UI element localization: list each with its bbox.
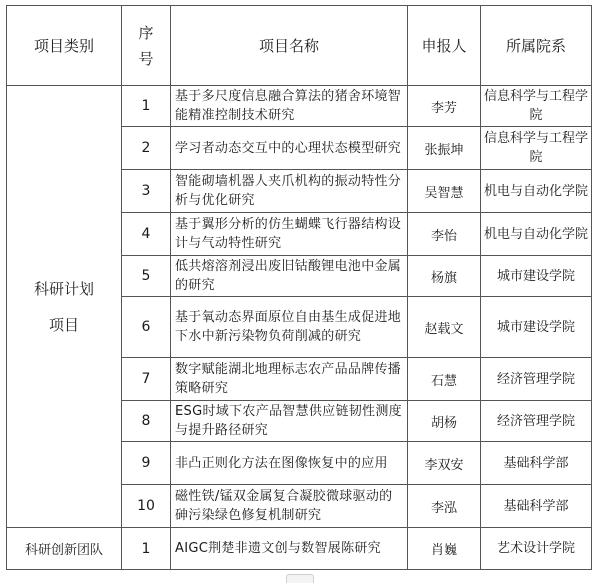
row-number: 6 (122, 297, 171, 358)
header-number-line1: 序 (138, 23, 154, 42)
row-number: 10 (122, 485, 171, 528)
row-number: 2 (122, 127, 171, 170)
applicant-name: 李怡 (408, 213, 481, 256)
row-number: 1 (122, 86, 171, 127)
department-name: 经济管理学院 (481, 358, 592, 401)
applicant-name: 李芳 (408, 86, 481, 127)
department-name: 城市建设学院 (481, 297, 592, 358)
department-name: 城市建设学院 (481, 256, 592, 297)
header-row (7, 6, 592, 86)
project-name: 基于氧动态界面原位自由基生成促进地下水中新污染物负荷削减的研究 (171, 297, 408, 358)
project-name: 学习者动态交互中的心理状态模型研究 (171, 127, 408, 170)
row-number: 8 (122, 401, 171, 442)
header-number (122, 6, 171, 86)
row-number: 5 (122, 256, 171, 297)
applicant-name: 吴智慧 (408, 170, 481, 213)
group-label-line1: 科研计划 (33, 279, 94, 298)
applicant-name: 李泓 (408, 485, 481, 528)
project-table (6, 5, 592, 570)
applicant-name: 赵载文 (408, 297, 481, 358)
header-project-name: 项目名称 (171, 6, 408, 86)
row-number: 7 (122, 358, 171, 401)
project-name: ESG时域下农产品智慧供应链韧性测度与提升路径研究 (171, 401, 408, 442)
project-name: 低共熔溶剂浸出废旧钴酸锂电池中金属的研究 (171, 256, 408, 297)
project-name: 非凸正则化方法在图像恢复中的应用 (171, 442, 408, 485)
project-name: AIGC荆楚非遗文创与数智展陈研究 (171, 528, 408, 570)
department-name: 机电与自动化学院 (481, 213, 592, 256)
project-name: 磁性铁/锰双金属复合凝胶微球驱动的砷污染绿色修复机制研究 (171, 485, 408, 528)
applicant-name: 肖巍 (408, 528, 481, 570)
group-label-line2: 项目 (48, 315, 79, 334)
row-number: 4 (122, 213, 171, 256)
applicant-name: 张振坤 (408, 127, 481, 170)
project-name: 基于翼形分析的仿生蝴蝶飞行器结构设计与气动特性研究 (171, 213, 408, 256)
header-category: 项目类别 (7, 6, 122, 86)
header-number-line2: 号 (138, 49, 154, 68)
table-row (7, 528, 592, 570)
applicant-name: 石慧 (408, 358, 481, 401)
header-applicant: 申报人 (408, 6, 481, 86)
department-name: 机电与自动化学院 (481, 170, 592, 213)
row-number: 9 (122, 442, 171, 485)
department-name: 基础科学部 (481, 485, 592, 528)
project-name: 智能砌墙机器人夹爪机构的振动特性分析与优化研究 (171, 170, 408, 213)
row-number: 1 (122, 528, 171, 570)
department-name: 基础科学部 (481, 442, 592, 485)
applicant-name: 胡杨 (408, 401, 481, 442)
applicant-name: 李双安 (408, 442, 481, 485)
project-name: 基于多尺度信息融合算法的猪舍环境智能精准控制技术研究 (171, 86, 408, 127)
department-name: 经济管理学院 (481, 401, 592, 442)
table-row (7, 86, 592, 127)
project-name: 数字赋能湖北地理标志农产品品牌传播策略研究 (171, 358, 408, 401)
group-cell-research-plan (7, 86, 122, 528)
department-name: 艺术设计学院 (481, 528, 592, 570)
applicant-name: 杨旗 (408, 256, 481, 297)
department-name: 信息科学与工程学院 (481, 86, 592, 127)
row-number: 3 (122, 170, 171, 213)
department-name: 信息科学与工程学院 (481, 127, 592, 170)
group-cell-innovation-team: 科研创新团队 (7, 528, 122, 570)
header-department: 所属院系 (481, 6, 592, 86)
